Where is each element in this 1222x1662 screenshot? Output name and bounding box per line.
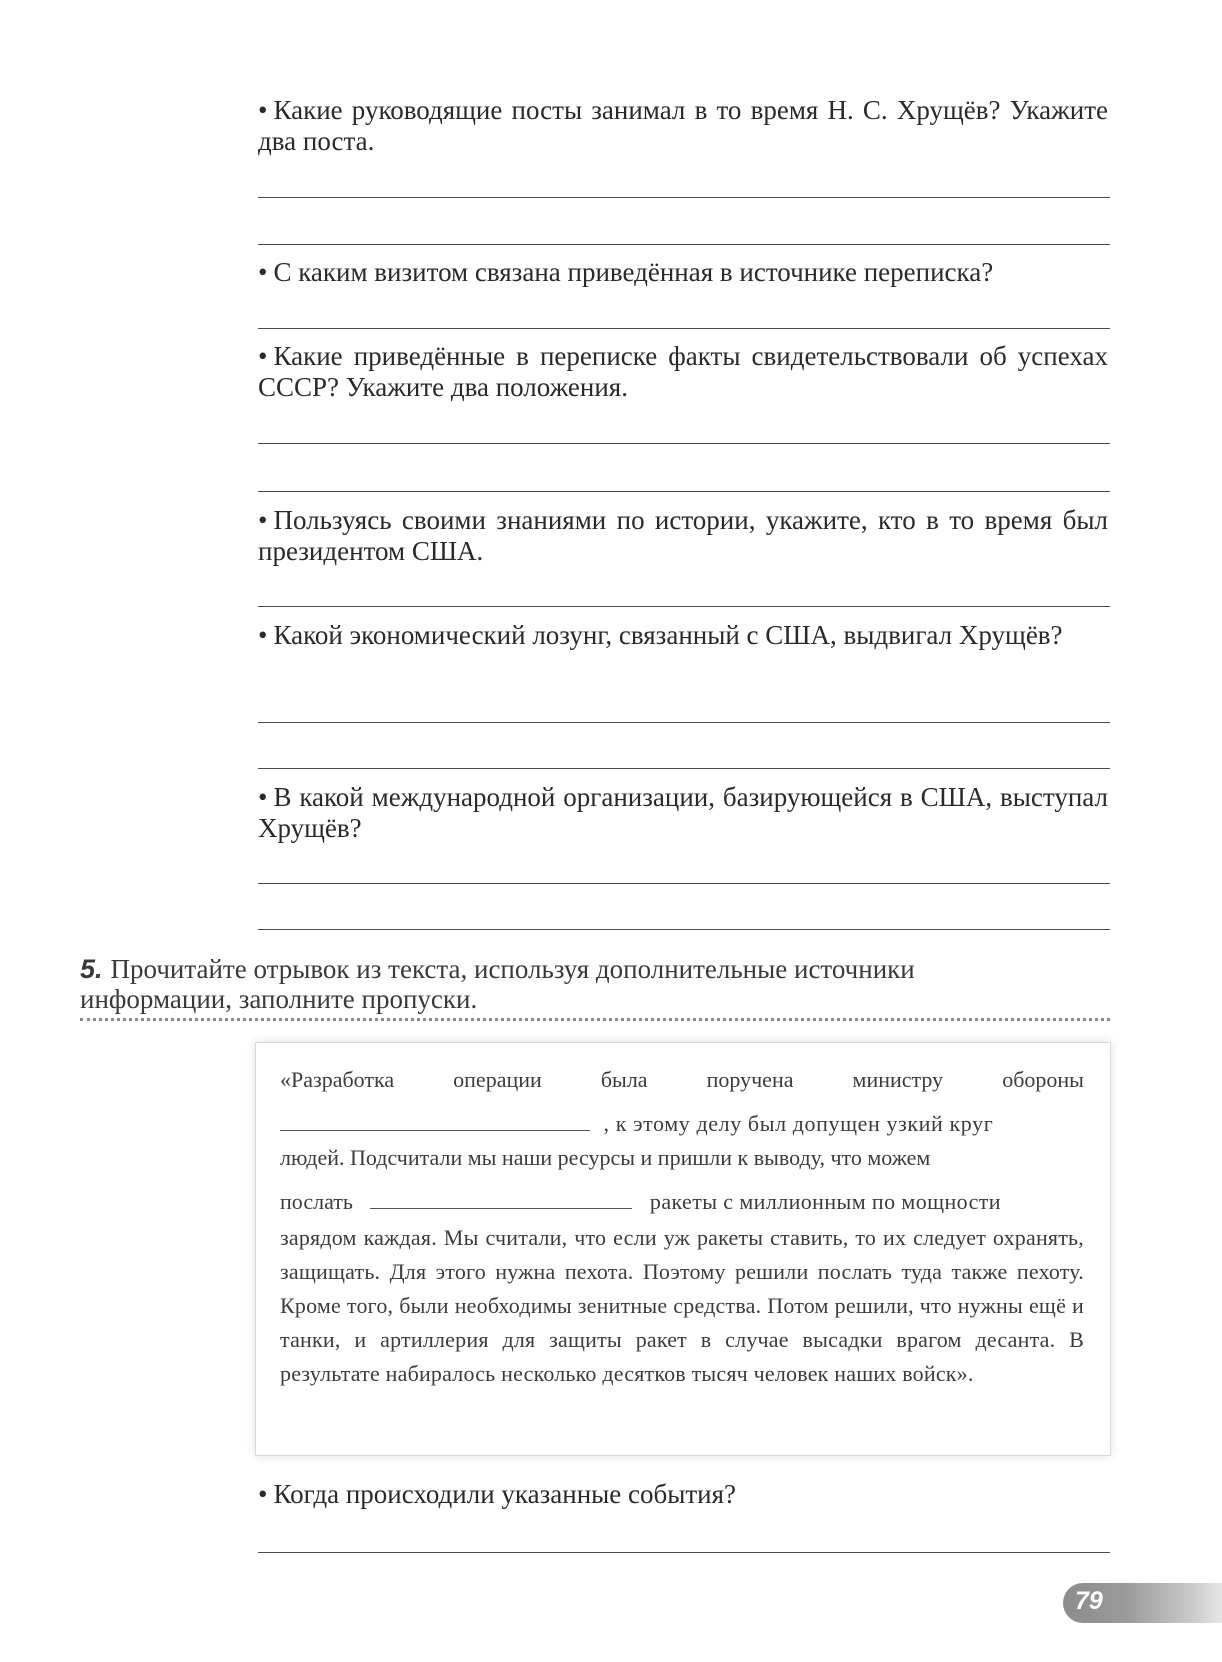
- source-text: людей. Подсчитали мы наши ресурсы и пришли к выводу, что можем: [280, 1145, 931, 1170]
- question-6: [258, 782, 1108, 844]
- source-line-3: [280, 1145, 1084, 1171]
- answer-line[interactable]: [258, 244, 1110, 245]
- question-4: [258, 505, 1108, 567]
- question-text: В какой международной организации, базирующейся в США, выступал Хрущёв?: [258, 782, 1108, 843]
- question-5: [258, 620, 1108, 651]
- question-2: [258, 257, 1108, 288]
- answer-line[interactable]: [258, 929, 1110, 930]
- bullet-icon: •: [258, 257, 268, 287]
- task-number: 5.: [80, 954, 103, 984]
- page-number: 79: [1075, 1587, 1103, 1615]
- answer-line[interactable]: [258, 491, 1110, 492]
- source-text: , к этому делу был допущен узкий круг: [603, 1111, 994, 1136]
- dotted-divider: [80, 1018, 1110, 1021]
- fill-in-blank-missiles[interactable]: [370, 1190, 632, 1209]
- bullet-icon: •: [258, 505, 268, 535]
- answer-line[interactable]: [258, 606, 1110, 607]
- question-text: Какой экономический лозунг, связанный с США, выдвигал Хрущёв?: [273, 620, 1063, 650]
- source-text: послать: [280, 1189, 353, 1214]
- question-1: [258, 95, 1108, 157]
- bullet-icon: •: [258, 782, 268, 812]
- answer-line[interactable]: [258, 328, 1110, 329]
- source-word: операции: [453, 1067, 542, 1092]
- source-line-2: [280, 1111, 1084, 1137]
- source-text: ракеты с миллионным по мощности: [649, 1189, 1001, 1214]
- bullet-icon: •: [258, 95, 268, 125]
- source-line-1: [280, 1067, 1084, 1093]
- bullet-icon: •: [258, 341, 268, 371]
- answer-line[interactable]: [258, 197, 1110, 198]
- task-text: Прочитайте отрывок из текста, используя дополнительные источники информации, заполните пропуски.: [80, 954, 915, 1014]
- answer-line[interactable]: [258, 768, 1110, 769]
- question-3: [258, 341, 1108, 403]
- bullet-icon: •: [258, 1479, 268, 1509]
- bullet-icon: •: [258, 620, 268, 650]
- source-word: была: [600, 1067, 648, 1092]
- answer-line[interactable]: [258, 1552, 1110, 1553]
- question-text: Когда происходили указанные события?: [273, 1479, 737, 1509]
- task-5-instruction: [80, 954, 960, 1014]
- page-number-tab: [1063, 1583, 1222, 1623]
- source-word: «Разработка: [280, 1067, 395, 1092]
- answer-line[interactable]: [258, 883, 1110, 884]
- question-text: Какие приведённые в переписке факты свидетельствовали об успехах СССР? Укажите два положения.: [258, 341, 1108, 402]
- source-word: министру: [852, 1067, 944, 1092]
- fill-in-blank-minister[interactable]: [280, 1112, 590, 1131]
- question-text: С каким визитом связана приведённая в источнике переписка?: [273, 257, 994, 287]
- answer-line[interactable]: [258, 722, 1110, 723]
- question-text: Пользуясь своими знаниями по истории, укажите, кто в то время был президентом США.: [258, 505, 1108, 566]
- source-line-4: [280, 1189, 1084, 1215]
- answer-line[interactable]: [258, 443, 1110, 444]
- question-final: [258, 1479, 1108, 1510]
- question-text: Какие руководящие посты занимал в то время Н. С. Хрущёв? Укажите два поста.: [258, 95, 1108, 156]
- source-word: поручена: [706, 1067, 794, 1092]
- source-word: обороны: [1002, 1067, 1084, 1092]
- source-paragraph: зарядом каждая. Мы считали, что если уж ракеты ставить, то их следует охранять, защищать. Для этого нужна пехота. Поэтому решили послать туда также пехоту. Кроме того, были необходимы зенитные средства. Потом решили, что нужны ещё и танки, и артиллерия для защиты ракет в случае высадки врагом десанта. В результате набиралось несколько десятков тысяч человек наших войск».: [280, 1225, 1084, 1386]
